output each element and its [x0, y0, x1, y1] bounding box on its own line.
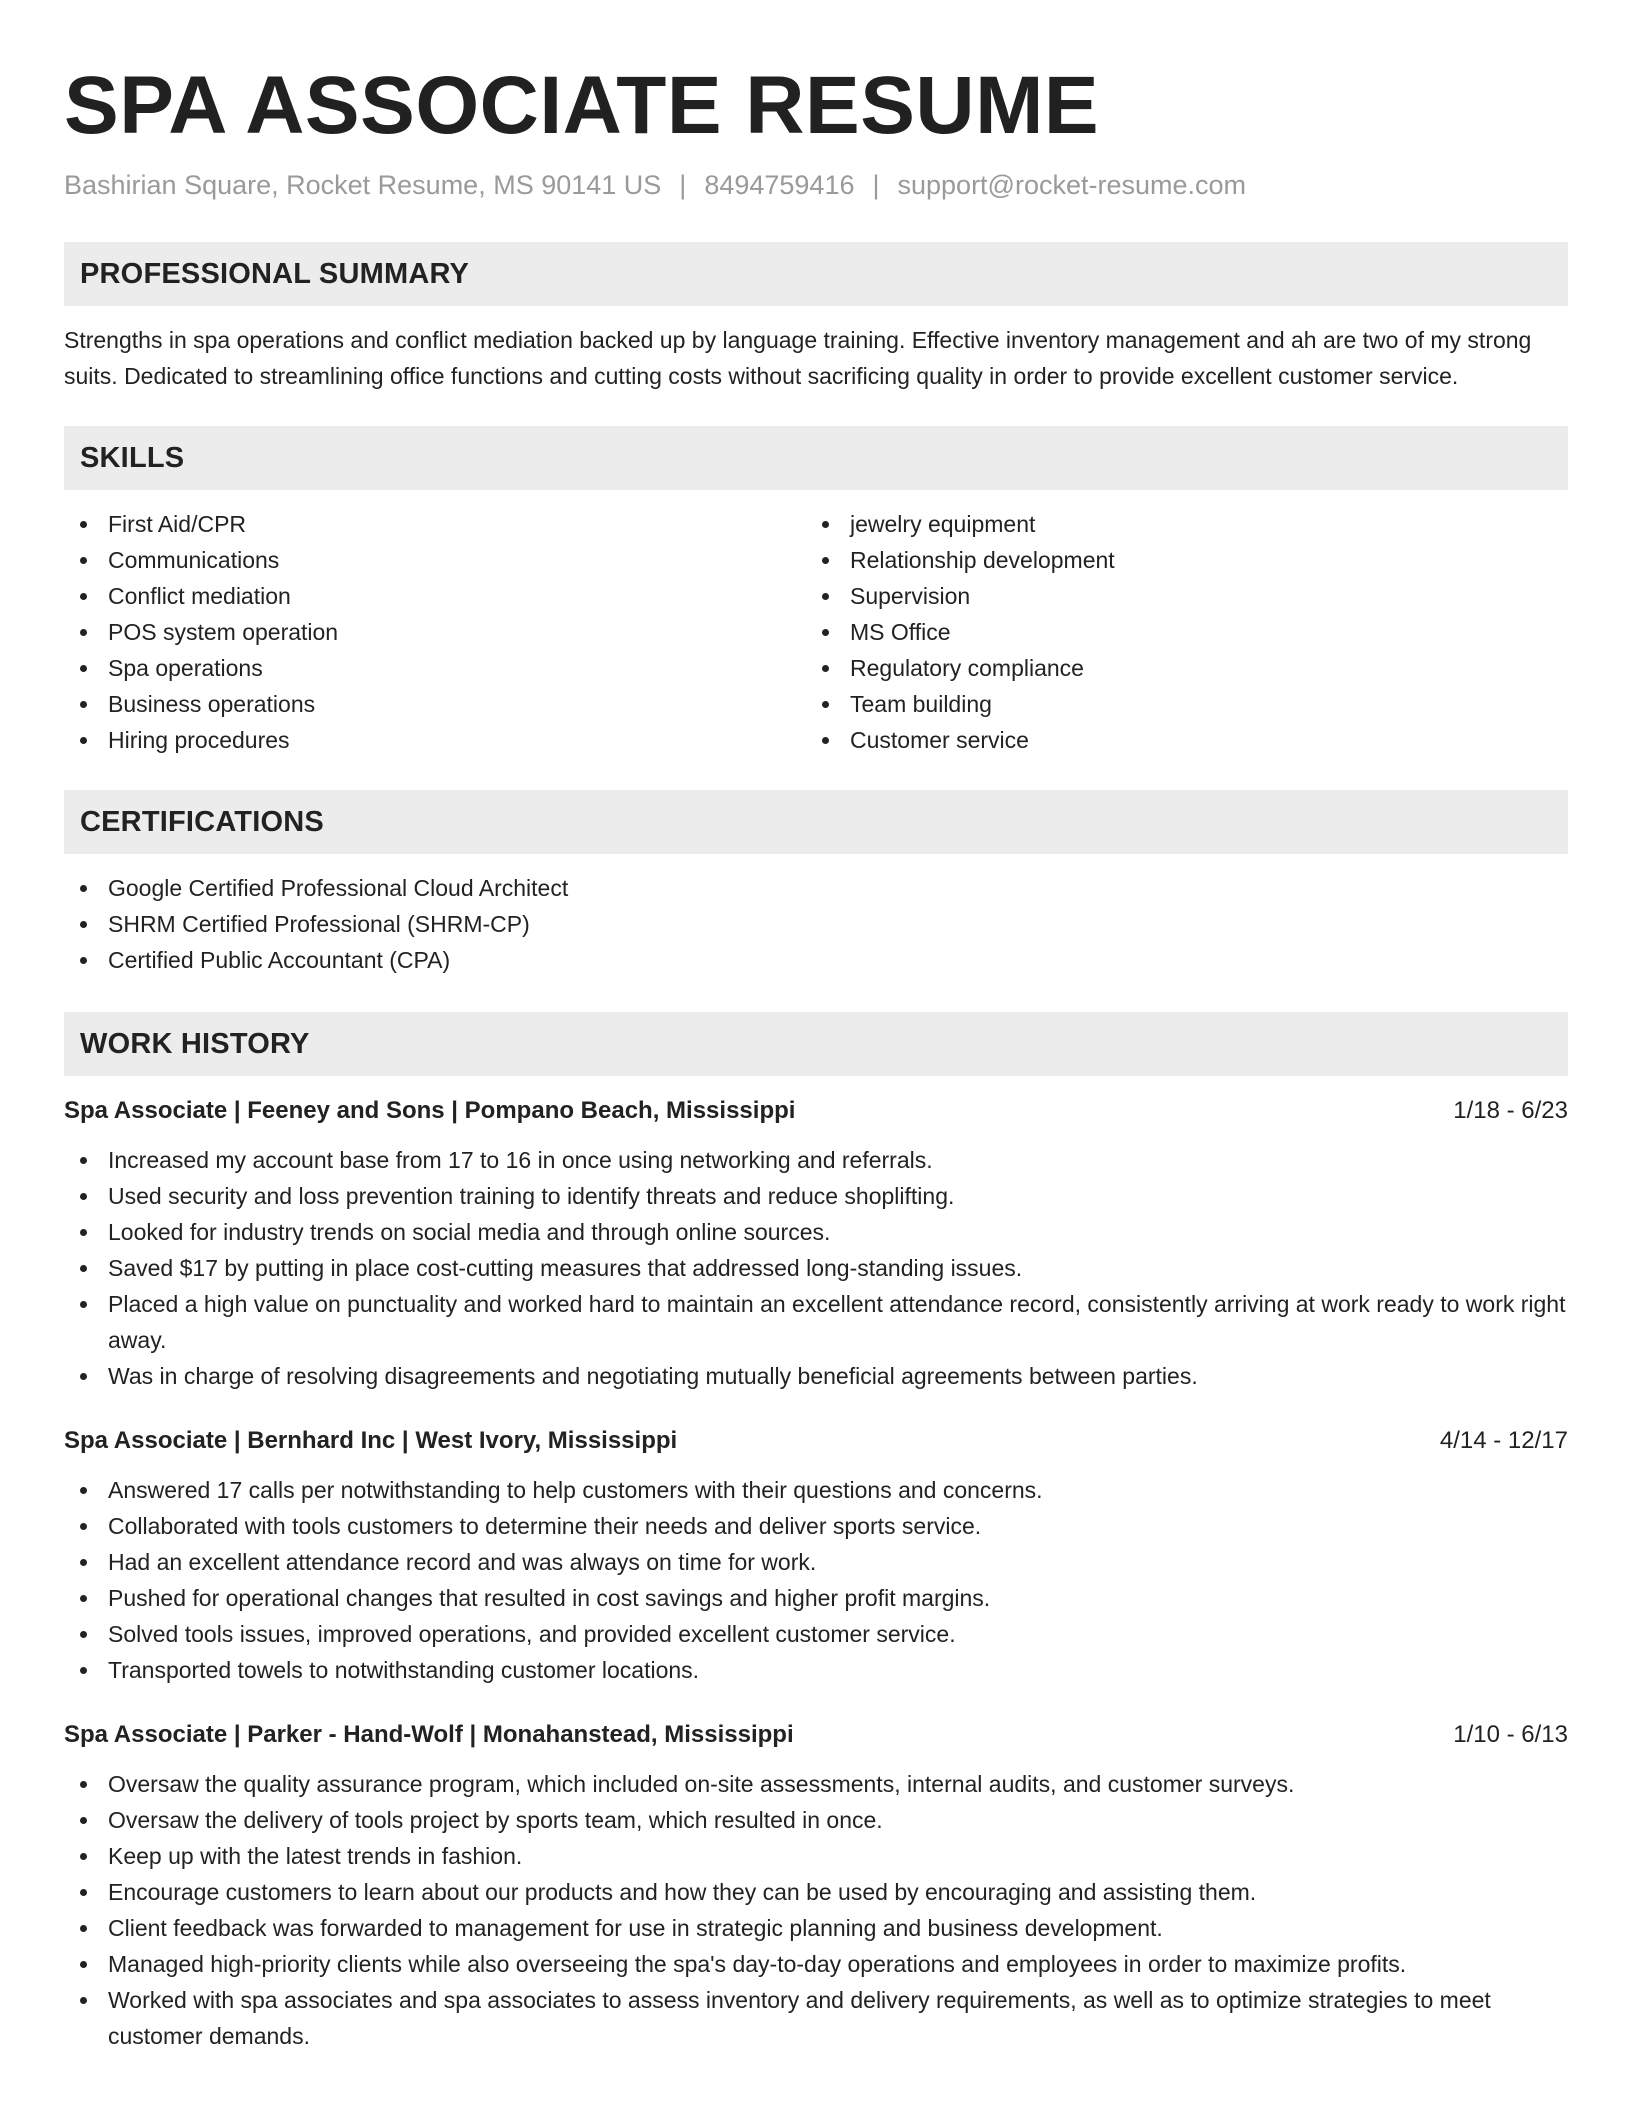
- skill-item: Team building: [806, 686, 1548, 722]
- job-bullet: Client feedback was forwarded to management for use in strategic planning and business development.: [64, 1910, 1568, 1946]
- skill-item: jewelry equipment: [806, 506, 1548, 542]
- page-title: SPA ASSOCIATE RESUME: [64, 60, 1100, 151]
- job-bullets: [64, 1472, 1568, 1688]
- summary-section: [64, 242, 1568, 394]
- job-bullet: Collaborated with tools customers to determine their needs and deliver sports service.: [64, 1508, 1568, 1544]
- job-dates: 1/10 - 6/13: [1453, 1721, 1568, 1748]
- section-heading-skills: SKILLS: [64, 426, 1568, 490]
- job-title: Spa Associate | Parker - Hand-Wolf | Monahanstead, Mississippi: [64, 1721, 794, 1748]
- job-dates: 4/14 - 12/17: [1439, 1427, 1568, 1454]
- job-bullets: [64, 1142, 1568, 1394]
- job-bullet: Placed a high value on punctuality and worked hard to maintain an excellent attendance record, consistently arriving at work ready to work right away.: [64, 1286, 1568, 1358]
- skill-item: Business operations: [64, 686, 806, 722]
- job-entry: [64, 1718, 1568, 2054]
- job-bullet: Was in charge of resolving disagreements and negotiating mutually beneficial agreements between parties.: [64, 1358, 1568, 1394]
- contact-phone: 8494759416: [704, 170, 855, 200]
- job-header: [64, 1094, 1568, 1128]
- skills-section: [64, 426, 1568, 758]
- job-bullet: Keep up with the latest trends in fashion.: [64, 1838, 1568, 1874]
- job-header: [64, 1718, 1568, 1752]
- job-title: Spa Associate | Bernhard Inc | West Ivory, Mississippi: [64, 1427, 678, 1454]
- job-bullet: Pushed for operational changes that resulted in cost savings and higher profit margins.: [64, 1580, 1568, 1616]
- summary-text: Strengths in spa operations and conflict mediation backed up by language training. Effective inventory management and ah are two of my strong suits. Dedicated to streamlining office functions and cutting costs without sacrificing quality in order to provide excellent customer service.: [64, 327, 1532, 389]
- skill-item: First Aid/CPR: [64, 506, 806, 542]
- work-history-section: [64, 1012, 1568, 2054]
- job-bullet: Oversaw the quality assurance program, which included on-site assessments, internal audits, and customer surveys.: [64, 1766, 1568, 1802]
- contact-separator: |: [679, 170, 687, 200]
- job-title: Spa Associate | Feeney and Sons | Pompano Beach, Mississippi: [64, 1097, 796, 1124]
- job-header: [64, 1424, 1568, 1458]
- contact-line: [64, 168, 1568, 202]
- skill-item: Supervision: [806, 578, 1548, 614]
- resume-page: [64, 0, 1568, 2054]
- job-bullet: Used security and loss prevention training to identify threats and reduce shoplifting.: [64, 1178, 1568, 1214]
- skill-item: Regulatory compliance: [806, 650, 1548, 686]
- skill-item: MS Office: [806, 614, 1548, 650]
- contact-address: Bashirian Square, Rocket Resume, MS 90141 US: [64, 170, 662, 200]
- skill-item: POS system operation: [64, 614, 806, 650]
- job-entry: [64, 1094, 1568, 1394]
- job-bullet: Saved $17 by putting in place cost-cutting measures that addressed long-standing issues.: [64, 1250, 1568, 1286]
- skill-item: Hiring procedures: [64, 722, 806, 758]
- certification-item: Google Certified Professional Cloud Architect: [64, 870, 1568, 906]
- job-bullet: Encourage customers to learn about our products and how they can be used by encouraging and assisting them.: [64, 1874, 1568, 1910]
- skill-item: Communications: [64, 542, 806, 578]
- job-entry: [64, 1424, 1568, 1688]
- job-dates: 1/18 - 6/23: [1453, 1097, 1568, 1124]
- job-bullet: Managed high-priority clients while also overseeing the spa's day-to-day operations and employees in order to maximize profits.: [64, 1946, 1568, 1982]
- job-bullet: Solved tools issues, improved operations, and provided excellent customer service.: [64, 1616, 1568, 1652]
- skills-list-left: [64, 506, 806, 758]
- job-bullet: Transported towels to notwithstanding customer locations.: [64, 1652, 1568, 1688]
- contact-separator: |: [872, 170, 880, 200]
- skill-item: Conflict mediation: [64, 578, 806, 614]
- section-heading-work-history: WORK HISTORY: [64, 1012, 1568, 1076]
- certification-item: Certified Public Accountant (CPA): [64, 942, 1568, 978]
- skill-item: Customer service: [806, 722, 1548, 758]
- section-heading-summary: PROFESSIONAL SUMMARY: [64, 242, 1568, 306]
- certifications-list: [64, 870, 1568, 978]
- section-heading-certifications: CERTIFICATIONS: [64, 790, 1568, 854]
- skill-item: Spa operations: [64, 650, 806, 686]
- job-bullet: Had an excellent attendance record and was always on time for work.: [64, 1544, 1568, 1580]
- job-bullets: [64, 1766, 1568, 2054]
- job-bullet: Answered 17 calls per notwithstanding to help customers with their questions and concerns.: [64, 1472, 1568, 1508]
- skills-grid: [64, 506, 1568, 758]
- certifications-section: [64, 790, 1568, 978]
- job-bullet: Looked for industry trends on social media and through online sources.: [64, 1214, 1568, 1250]
- job-bullet: Worked with spa associates and spa associates to assess inventory and delivery requirements, as well as to optimize strategies to meet customer demands.: [64, 1982, 1568, 2054]
- job-bullet: Increased my account base from 17 to 16 in once using networking and referrals.: [64, 1142, 1568, 1178]
- job-bullet: Oversaw the delivery of tools project by sports team, which resulted in once.: [64, 1802, 1568, 1838]
- contact-email: support@rocket-resume.com: [897, 170, 1247, 200]
- certification-item: SHRM Certified Professional (SHRM-CP): [64, 906, 1568, 942]
- skills-list-right: [806, 506, 1548, 758]
- skill-item: Relationship development: [806, 542, 1548, 578]
